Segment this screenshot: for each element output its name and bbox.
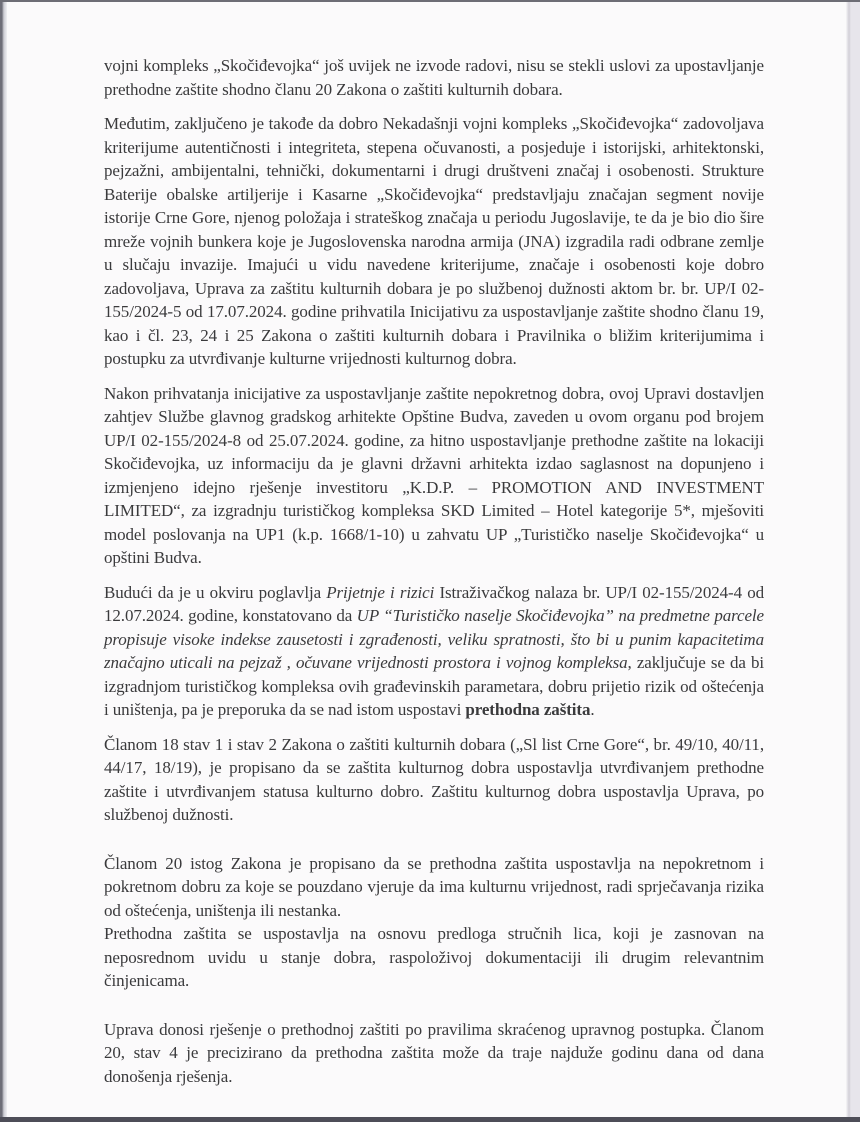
paragraph-p7-prethodna — [104, 922, 764, 993]
text-run: UP “Turističko naselje Skočiđevojka” na predmetne parcele propisuje visoke indekse zausetosti i zgrađenosti, veliku spratnosti, što bi u punim kapacitetima značajno uticali na pejzaž , očuvane vrijednosti prostora i vojnog kompleksa — [104, 606, 764, 672]
paragraph-p1-continuation — [104, 54, 764, 101]
paragraph-p5-clanom18 — [104, 733, 764, 827]
text-run: Članom 18 stav 1 i stav 2 Zakona o zaštiti kulturnih dobara („Sl list Crne Gore“, br. 49/10, 40/11, 44/17, 18/19), je propisano da se zaštita kulturnog dobra uspostavlja utvrđivanjem prethodne zaštite i utvrđivanjem statusa kulturno dobro. Zaštitu kulturnog dobra uspostavlja Uprava, po službenoj dužnosti. — [104, 734, 764, 824]
text-run: . — [590, 700, 595, 719]
text-run: Prethodna zaštita se uspostavlja na osnovu predloga stručnih lica, koji je zasnovan na neposrednom uvidu u stanje dobra, raspoloživoj dokumentaciji ili drugim relevantnim činjenicama. — [104, 924, 764, 990]
scan-edge-bottom — [0, 1117, 860, 1122]
paragraph-p2-medjutim — [104, 112, 764, 371]
scan-edge-top — [0, 0, 860, 2]
text-run: Prijetnje i rizici — [326, 582, 435, 602]
text-run: Članom 20 istog Zakona je propisano da se prethodna zaštita uspostavlja na nepokretnom i pokretnom dobru za koje se pouzdano vjeruje da ima kulturnu vrijednost, radi sprječavanja rizika od oštećenja, uništenja ili nestanka. — [104, 853, 764, 920]
paragraph-p3-nakon — [104, 382, 764, 570]
paragraph-p4-buduci — [104, 581, 764, 722]
text-run: prethodna zaštita — [465, 700, 591, 719]
paragraph-p8-uprava — [104, 1018, 764, 1089]
text-run: Budući da je u okviru poglavlja — [104, 582, 327, 602]
text-run: Nakon prihvatanja inicijative za uspostavljanje zaštite nepokretnog dobra, ovoj Upravi dostavljen zahtjev Službe glavnog gradskog arhitekte Opštine Budva, zaveden u ovom organu pod brojem UP/I 02-155/2024-8 od 25.07.2024. godine, za hitno uspostavljanje prethodne zaštite na lokaciji Skočiđevojka, uz informaciju da je glavni državni arhitekta izdao saglasnost na dopunjeno i izmjenjeno idejno rješenje investitoru „K.D.P. – PROMOTION AND INVESTMENT LIMITED“, za izgradnju turističkog kompleksa SKD Limited – Hotel kategorije 5*, mješoviti model poslovanja na UP1 (k.p. 1668/1-10) u zahvatu UP „Turističko naselje Skočiđevojka“ u opštini Budva. — [104, 383, 764, 567]
text-run: , zaključuje se da bi izgradnjom turističkog kompleksa ovih građevinskih parametara, dobru prijetio rizik od oštećenja i uništenja, pa je preporuka da se nad istom uspostavi — [104, 653, 764, 719]
document-body — [104, 54, 764, 1099]
text-run: Međutim, zaključeno je takođe da dobro Nekadašnji vojni kompleks „Skočiđevojka“ zadovoljava kriterijume autentičnosti i integriteta, stepena očuvanosti, a posjeduje i istorijski, arhitektonski, pejzažni, ambijentalni, tehnički, dokumentarni i drugi društveni značaj i osobenosti. Strukture Baterije obalske artiljerije i Kasarne „Skočiđevojka“ predstavljaju značajan segment novije istorije Crne Gore, njenog položaja i strateškog značaja u periodu Jugoslavije, te da je bio dio šire mreže vojnih bunkera koje je Jugoslovenska narodna armija (JNA) izgradila radi odbrane zemlje u slučaju invazije. Imajući u vidu navedene kriterijume, značaje i osobenosti koje dobro zadovoljava, Uprava za zaštitu kulturnih dobara je po službenoj dužnosti aktom br. br. UP/I 02-155/2024-5 od 17.07.2024. godine prihvatila Inicijativu za uspostavljanje zaštite shodno članu 19, kao i čl. 23, 24 i 25 Zakona o zaštiti kulturnih dobara i Pravilnika o bližim kriterijumima i postupku za utvrđivanje kulturne vrijednosti kulturnog dobra. — [104, 114, 764, 368]
paragraph-p6-clanom20 — [104, 852, 764, 923]
scan-edge-left — [0, 0, 7, 1122]
text-run: vojni kompleks „Skočiđevojka“ još uvijek ne izvode radovi, nisu se stekli uslovi za upostavljanje prethodne zaštite shodno članu 20 Zakona o zaštiti kulturnih dobara. — [104, 56, 764, 99]
scan-edge-right — [846, 0, 860, 1122]
text-run: Uprava donosi rješenje o prethodnoj zaštiti po pravilima skraćenog upravnog postupka. Članom 20, stav 4 je precizirano da prethodna zaštita može da traje najduže godinu dana od dana donošenja rješenja. — [104, 1019, 764, 1086]
text-run: Istraživačkog nalaza br. UP/I 02-155/2024-4 od 12.07.2024. godine, konstatovano da — [104, 582, 765, 625]
